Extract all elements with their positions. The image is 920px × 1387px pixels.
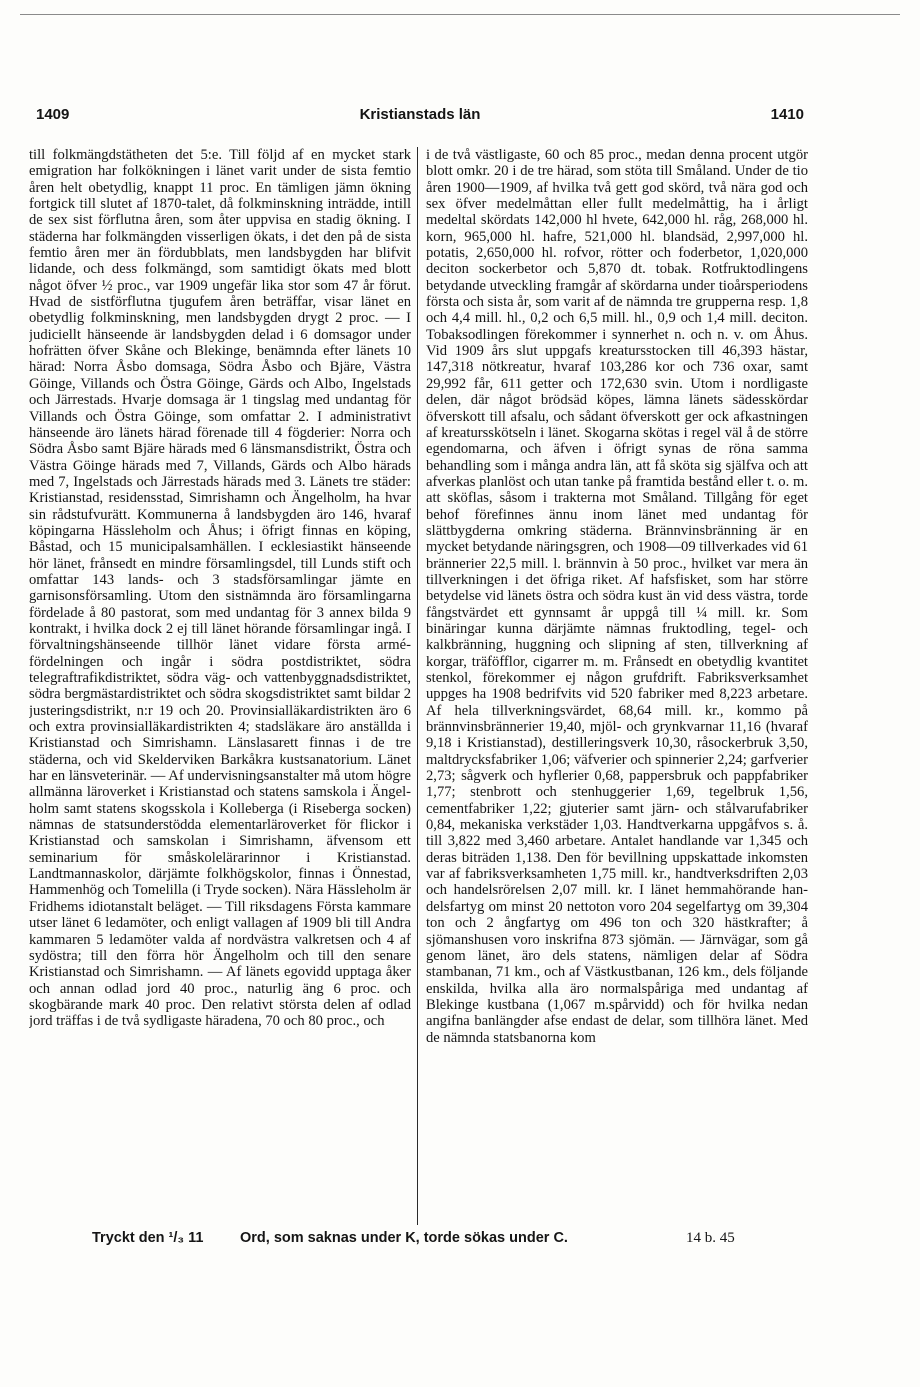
column-right-text: i de två västligaste, 60 och 85 proc., medan denna procent utgör blott omkr. 20 i de tre härad, som stöta till Småland. Under de tio åren 1900—1909, af hvilka två gett god skörd, två nära god och sex öfver medelmåttan eller fullt medelmåttig, ha i årligt medeltal skördats 142,000 hl hvete, 642,000 hl. råg, 268,000 hl. korn, 965,000 hl. hafre, 521,000 hl. blandsäd, 2,997,000 hl. potatis, 2,650,000 hl. rofvor, rötter och foderbetor, 1,020,000 deciton sockerbetor och 5,870 dt. tobak. Rotfruktodlingens betydande utveckling framgår af skördarna under tioårsperiodens första och sista år, som varit af de nämnda tre grupperna resp. 1,8 och 4,4 mill. hl., 0,2 och 6,5 mill. hl., 0,9 och 1,4 mill. deciton. Tobaksodlingen förekommer i synnerhet n. och n. v. om Åhus. Vid 1909 års slut uppgafs kreatursstocken till 46,393 hästar, 147,318 nötkreatur, hvaraf 103,286 kor och 736 oxar, samt 29,992 får, 611 getter och 172,630 svin. Utom i nordligaste delen, där något brödsäd köpes, lämna länets sädesskördar öfverskott till afsalu, och sådant öfverskott ger ock afkastningen af kreatursskötseln i länet. Skogarna skötas i regel väl å de större egendomarna, och äfven i öfrigt synas de röna samma behandling som i många andra län, att få sköta sig själfva och att afverkas planlöst och utan tanke på framtida bestånd eller t. o. m. att sköflas, såsom i trakterna mot Småland. Tillgång för eget behof förefinnes ännu inom länet med undantag för slättbygderna omkring städerna. Brännvinsbränning är en mycket betydande näringsgren, och 1908—09 tillverkades vid 61 brännerier 22,5 mill. l. brännvin à 50 proc., hvilket var mera än tillverkningen i det öfriga riket. Af hafsfisket, som har större betydelse vid länets östra och södra kust än vid dess västra, torde fångstvärdet ett gynnsamt år uppgå till ¼ mill. kr. Som binäringar kunna därjämte nämnas fruktodling, tegel- och kalkbränning, huggning och slipning af sten, tillverkning af korgar, träföfflor, cigarrer m. m. Frånsedt en obetydlig kvantitet stenkol, förekommer ej någon grufdrift. Fabriksverksamhet uppges ha 1908 bedrifvits vid 520 fabriker med 8,223 arbetare. Af hela tillverkningsvärdet, 68,64 mill. kr., kommo på brännvinsbrännerier 19,40, mjöl- och grynkvarnar 11,16 (hvaraf 9,18 i Kristianstad), destilleringsverk 10,30, råsockerbruk 3,50, maltdrycksfabriker 1,06; väfverier och spinnerier 2,24; garfverier 2,73; sågverk och hyflerier 0,68, pappersbruk och pappfabriker 1,77; stenbrott och stenhuggerier 1,69, tegelbruk 1,56, cementfabriker 1,22; gjuterier samt järn- och stålvarufabriker 0,84, mekaniska verkstäder 1,03. Handtverkarna uppgåfvos s. å. till 3,822 med 3,460 arbetare. Antalet handlande var 1,345 och deras biträden 1,138. Den för bevillning uppskattade inkomsten var af fabriksverksamheten 1,75 mill. kr., handtverksdriften 2,03 och handelsrörelsen 2,07 mill. kr. I länet hemmahörande handelsfartyg om minst 20 nettoton voro 204 segelfartyg om 39,304 ton och 2 ångfartyg om 496 ton och 320 hästkrafter; å sjömanshusen voro inskrifna 873 sjömän. — Järnvägar, som gå genom länet, äro dels statens, nämligen delar af Södra stambanan, 71 km., och af Västkustbanan, 126 km., dels följande enskilda, hvilka alla äro normalspåriga med undantag af Blekinge kustbana (1,067 m.spårvidd) och för hvilka nedan angifna banlängder afse endast de delar, som tillhöra länet. Med de nämnda statsbanorna kom <box>426 147 808 1046</box>
page-number-left: 1409 <box>36 106 70 123</box>
footer-sheet-mark: 14 b. 45 <box>686 1230 735 1246</box>
page-number-right: 1410 <box>770 106 804 123</box>
running-title: Kristianstads län <box>359 106 481 123</box>
top-rule <box>20 14 900 15</box>
footer-notice: Ord, som saknas under K, torde sökas under C. <box>240 1230 568 1246</box>
footer-print-date: Tryckt den ¹/₃ 11 <box>92 1230 204 1246</box>
column-left-text: till folkmängdstätheten det 5:e. Till följd af en mycket stark emigration har folkökningen i länet varit under de sista femtio åren helt obetydlig, knappt 11 proc. En tämligen jämn ökning fortgick till slutet af 1870-talet, då folkminskning inträdde, intill de sex sist förflutna åren, som åter uppvisa en stadig ökning. I städerna har folkmängden visserligen ökats, i det den på de sista femtio åren mer än fördubblats, men landsbygden har blifvit lidande, och dess folkmängd, som samtidigt ökats med blott något öfver ½ proc., var 1909 ungefär lika stor som 47 år förut. Hvad de sistförflutna tjugufem åren beträffar, visar länet en obetydlig folkminskning, men landsbygden drygt 2 proc. — I judiciellt hänseende är landsbygden delad i 6 domsagor under hofrätten öfver Skåne och Blekinge, benämnda efter länets 10 härad: Norra Åsbo domsaga, Södra Åsbo och Bjäre, Västra Göinge, Villands och Östra Göinge, Gärds och Albo, Ingelstads och Järrestads. Hvarje domsaga är 1 tingslag med undantag för Villands och Östra Göinge, som omfattar 2. I administrativt hänseende äro länets härad förenade till 4 fögderier: Norra och Södra Åsbo samt Bjäre härads med 6 länsmansdistrikt, Östra och Västra Göinge härads med 7, Villands, Gärds och Albo härads med 7, Ingelstads och Järrestads härads med 3. Länets tre städer: Kristianstad, residensstad, Simrishamn och Ängelholm, ha hvar sin rådstufvurätt. Kommunerna å landsbygden äro 146, hvaraf köpingarna Hässleholm och Åhus; i öfrigt finnas en köping, Båstad, och 15 municipalsamhällen. I ecklesiastikt hänseende hör länet, frånsedt en mindre församlingsdel, till Lunds stift och omfattar 143 lands- och 3 stadsförsamlingar jämte en garnisonsförsamling. Utom den sistnämnda äro församlingarna fördelade å 80 pastorat, som med undantag för 3 annex bilda 9 kontrakt, i hvilka dock 2 ej till länet hörande församlingar ingå. I förvaltningshänseende tillhör länet vidare första arméfördelningen och ingår i södra postdistriktet, södra telegraftrafikdistriktet, södra väg- och vattenbyggnadsdistriktet, södra bergmästardistriktet och södra skogsdistriktet samt bildar 2 justeringsdistrikt, n:r 19 och 20. Provinsialläkardistrikten äro 6 och extra provinsialläkardistrikten 4; stadsläkare äro anställda i Kristianstad och Simrishamn. Länslasarett finnas i de tre städerna, och vid Skelderviken Barkåkra kustsanatorium. Länet har en länsveterinär. — Af undervisningsanstalter må utom högre allmänna läroverket i Kristianstad och statens samskola i Ängelholm samt statens skogsskola i Kolleberga (i Riseberga socken) nämnas de statsunderstödda elementarläroverket för flickor i Kristianstad och samskolan i Simrishamn, äfvensom ett seminarium för småskolelärarinnor i Kristianstad. Landtmannaskolor, därjämte folkhögskolor, finnas i Önnestad, Hammenhög och Tomelilla (i Tryde socken). Nära Hässleholm är Fridhems idiotanstalt beläget. — Till riksdagens Första kammare utser länet 6 ledamöter, och enligt vallagen af 1909 bli till Andra kammaren 5 ledamöter valda af nordvästra valkretsen och 4 af sydöstra; till den förra hör Ängelholm och till den senare Kristianstad och Simrishamn. — Af länets egovidd upptaga åker och annan odlad jord 40 proc., naturlig äng 6 proc. och skogbärande mark 40 proc. Den relativt största delen af odlad jord träffas i de två sydligaste häradena, 70 och 80 proc., och <box>29 147 411 1030</box>
page-header <box>36 106 804 126</box>
text-column-left <box>29 147 411 1225</box>
text-column-right <box>426 147 808 1225</box>
column-divider <box>417 147 418 1225</box>
